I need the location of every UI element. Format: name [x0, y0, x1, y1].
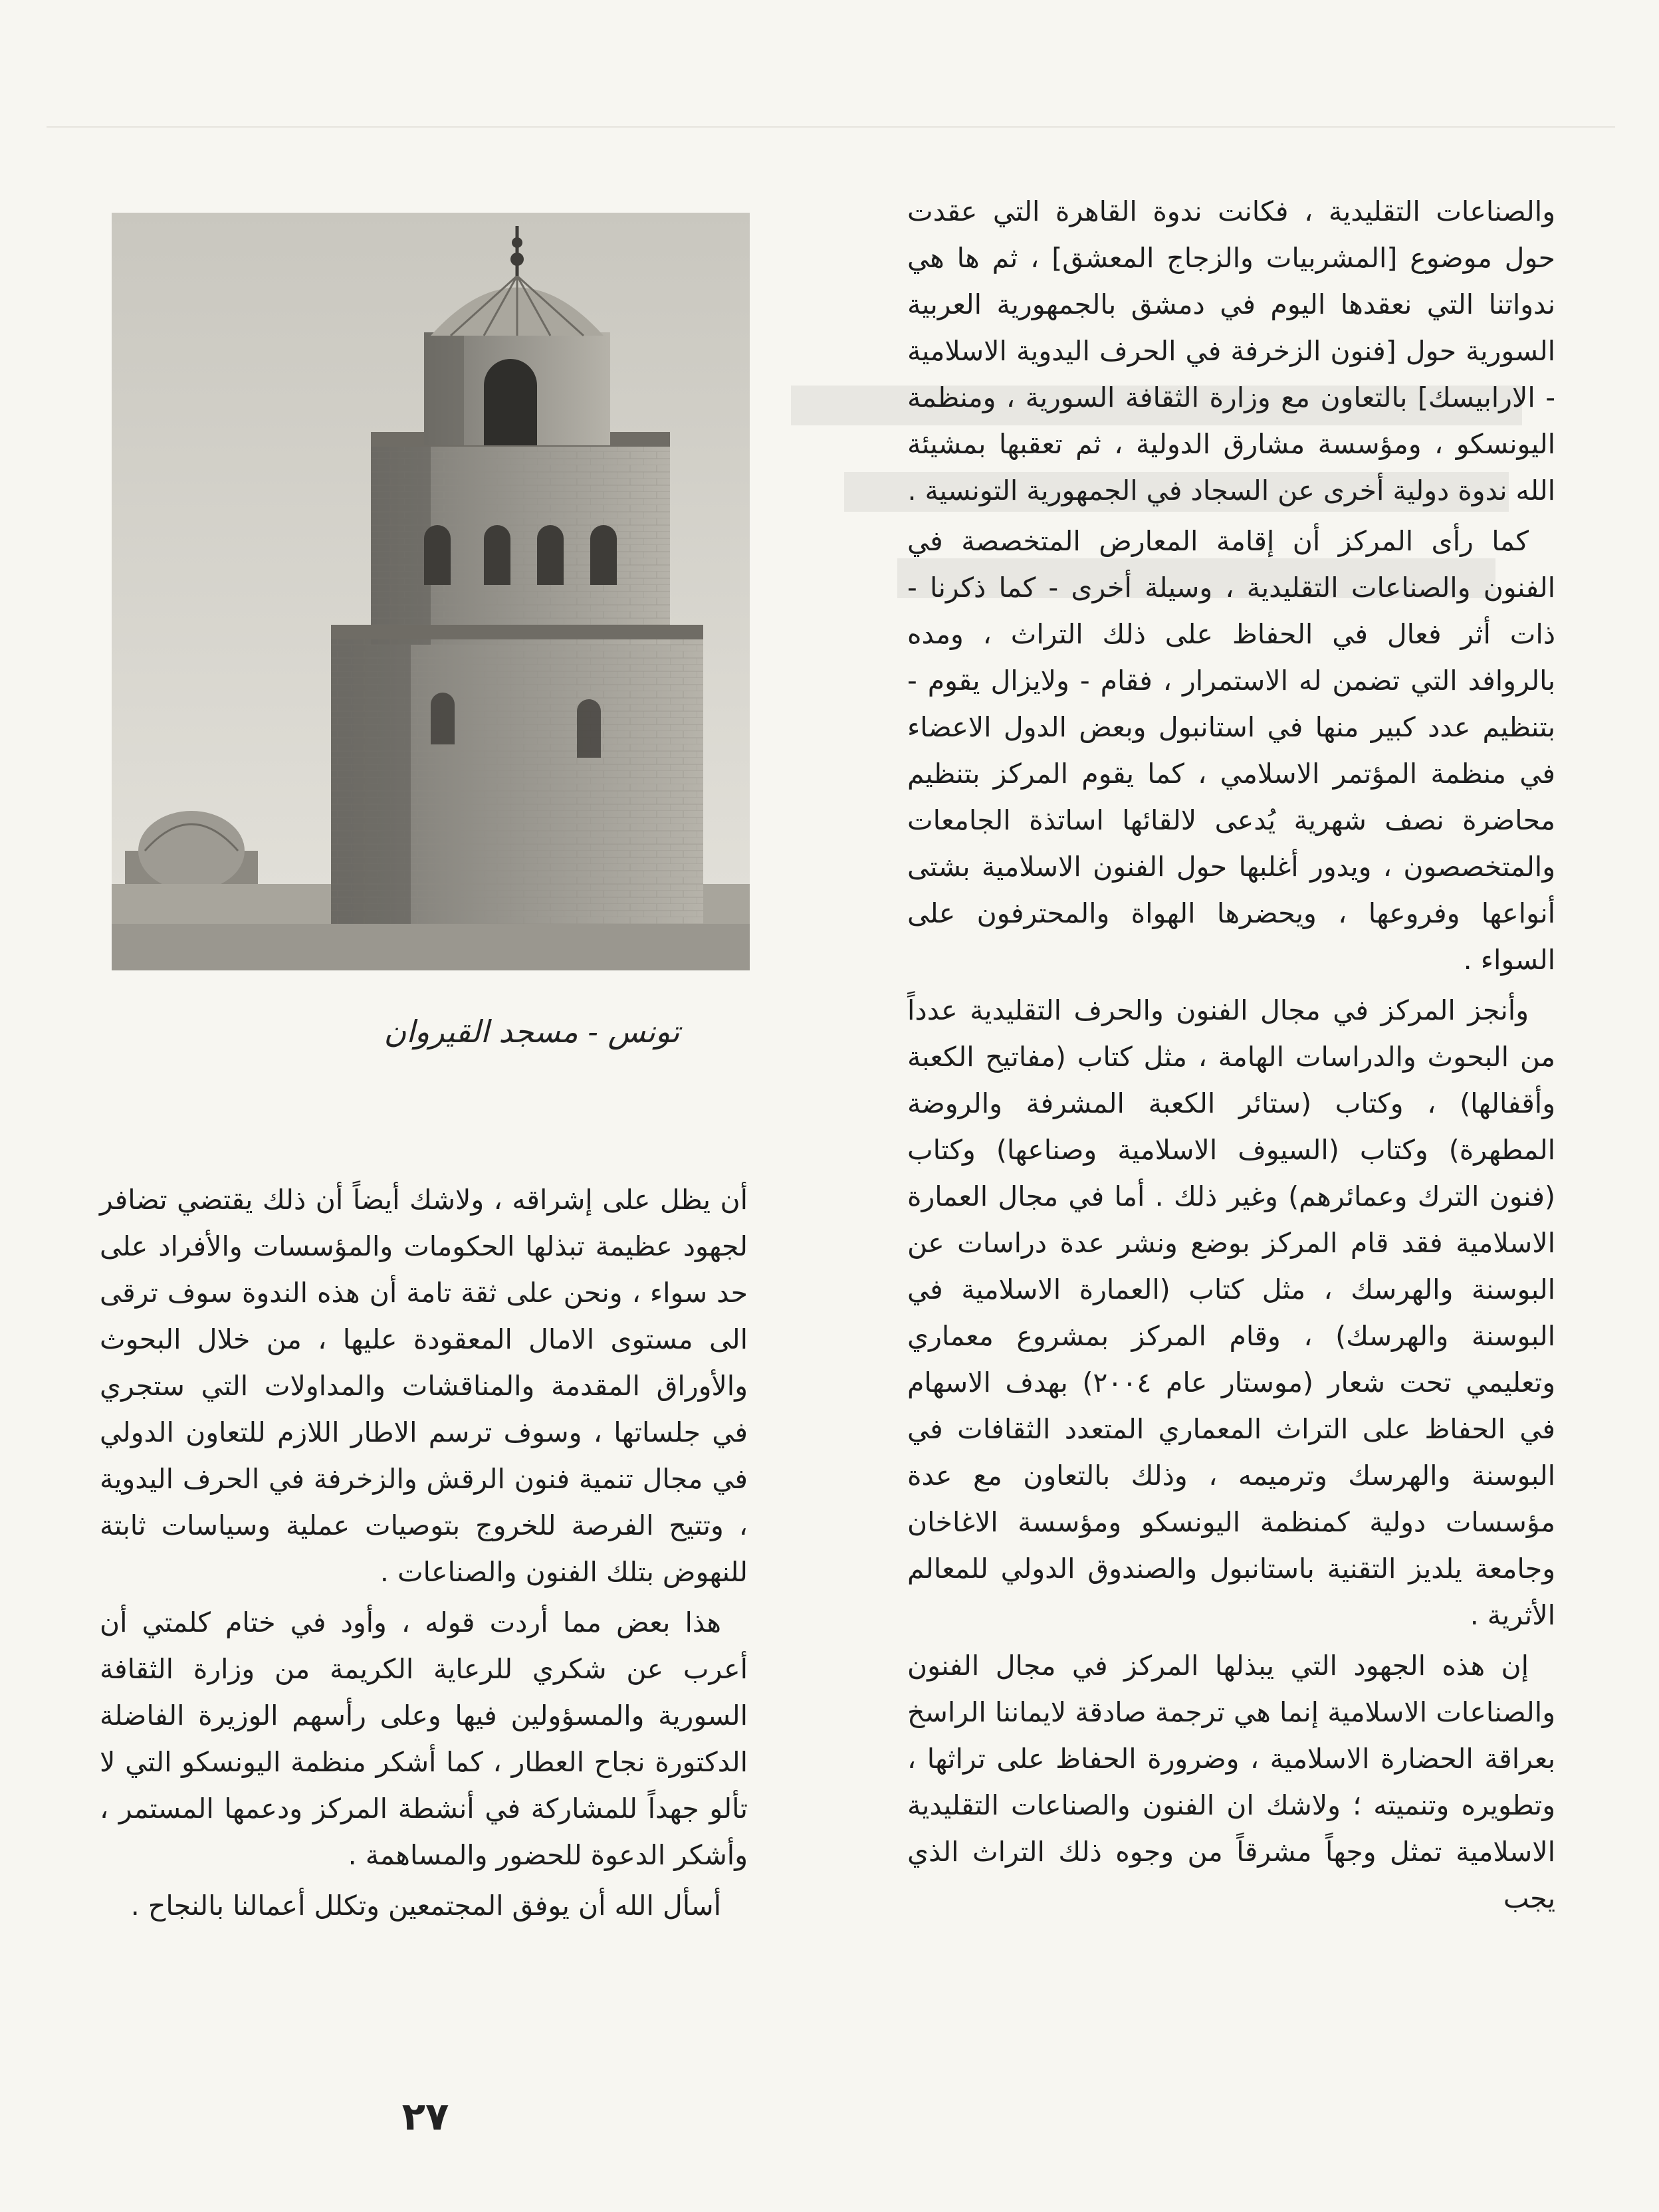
mosque-photo — [112, 213, 750, 970]
paragraph: إن هذه الجهود التي يبذلها المركز في مجال الفنون والصناعات الاسلامية إنما هي ترجمة صادقة لايماننا الراسخ بعراقة الحضارة الاسلامية ، وضرورة الحفاظ على تراثها ، وتطويره وتنميته ؛ ولاشك ان الفنون والصناعات التقليدية الاسلامية تمثل وجهاً مشرقاً من وجوه ذلك التراث الذي يجب — [907, 1650, 1555, 1914]
paragraph: هذا بعض مما أردت قوله ، وأود في ختام كلمتي أن أعرب عن شكري للرعاية الكريمة من وزارة الثقافة السورية والمسؤولين فيها وعلى رأسهم الوزيرة الفاضلة الدكتورة نجاح العطار ، كما أشكر منظمة اليونسكو التي لا تألو جهداً للمشاركة في أنشطة المركز ودعمها المستمر ، وأشكر الدعوة للحضور والمساهمة . — [100, 1606, 748, 1871]
page-number: ٢٧ — [401, 2094, 449, 2139]
paragraph: أسأل الله أن يوفق المجتمعين وتكلل أعمالنا بالنجاح . — [130, 1890, 721, 1922]
paragraph: أن يظل على إشراقه ، ولاشك أيضاً أن ذلك يقتضي تضافر لجهود عظيمة تبذلها الحكومات والمؤسسات والأفراد على حد سواء ، ونحن على ثقة تامة أن هذه الندوة سوف ترقى الى مستوى الامال المعقودة عليها ، من خلال البحوث والأوراق المقدمة والمناقشات والمداولات التي ستجري في جلساتها ، وسوف ترسم الاطار اللازم للتعاون الدولي في مجال تنمية فنون الرقش والزخرفة في الحرف اليدوية ، وتتيح الفرصة للخروج بتوصيات عملية وسياسات ثابتة للنهوض بتلك الفنون والصناعات . — [100, 1184, 748, 1588]
paragraph: والصناعات التقليدية ، فكانت ندوة القاهرة التي عقدت حول موضوع [المشربيات والزجاج المعشق] ، ثم ها هي ندواتنا التي نعقدها اليوم في دمشق بالجمهورية العربية السورية حول [فنون الزخرفة في الحرف اليدوية الاسلامية - الارابيسك] بالتعاون مع وزارة الثقافة السورية ، ومنظمة اليونسكو ، ومؤسسة مشارق الدولية ، ثم تعقبها بمشيئة الله ندوة دولية أخرى عن السجاد في الجمهورية التونسية . — [907, 195, 1555, 506]
right-text-column — [907, 188, 1555, 1926]
photo-caption: تونس - مسجد القيروان — [384, 1014, 680, 1050]
paragraph: كما رأى المركز أن إقامة المعارض المتخصصة في الفنون والصناعات التقليدية ، وسيلة أخرى - كما ذكرنا - ذات أثر فعال في الحفاظ على ذلك التراث ، ومده بالروافد التي تضمن له الاستمرار ، فقام - ولايزال يقوم - بتنظيم عدد كبير منها في استانبول وبعض الدول الاعضاء في منظمة المؤتمر الاسلامي ، كما يقوم المركز بتنظيم محاضرة نصف شهرية يُدعى لالقائها اساتذة الجامعات والمتخصصون ، ويدور أغلبها حول الفنون الاسلامية بشتى أنواعها وفروعها ، ويحضرها الهواة والمحترفون على السواء . — [907, 525, 1555, 976]
left-text-column — [100, 1176, 748, 1933]
minaret-illustration — [112, 213, 750, 970]
paragraph: وأنجز المركز في مجال الفنون والحرف التقليدية عدداً من البحوث والدراسات الهامة ، مثل كتاب (مفاتيح الكعبة وأقفالها) ، وكتاب (ستائر الكعبة المشرفة والروضة المطهرة) وكتاب (السيوف الاسلامية وصناعها) وكتاب (فنون الترك وعمائرهم) وغير ذلك . أما في مجال العمارة الاسلامية فقد قام المركز بوضع ونشر عدة دراسات عن البوسنة والهرسك ، مثل كتاب (العمارة الاسلامية في البوسنة والهرسك) ، وقام المركز بمشروع معماري وتعليمي تحت شعار (موستار عام ٢٠٠٤) بهدف الاسهام في الحفاظ على التراث المعماري المتعدد الثقافات في البوسنة والهرسك وترميمه ، وذلك بالتعاون مع عدة مؤسسات دولية كمنظمة اليونسكو ومؤسسة الاغاخان وجامعة يلديز التقنية باستانبول والصندوق الدولي للمعالم الأثرية . — [907, 994, 1556, 1631]
